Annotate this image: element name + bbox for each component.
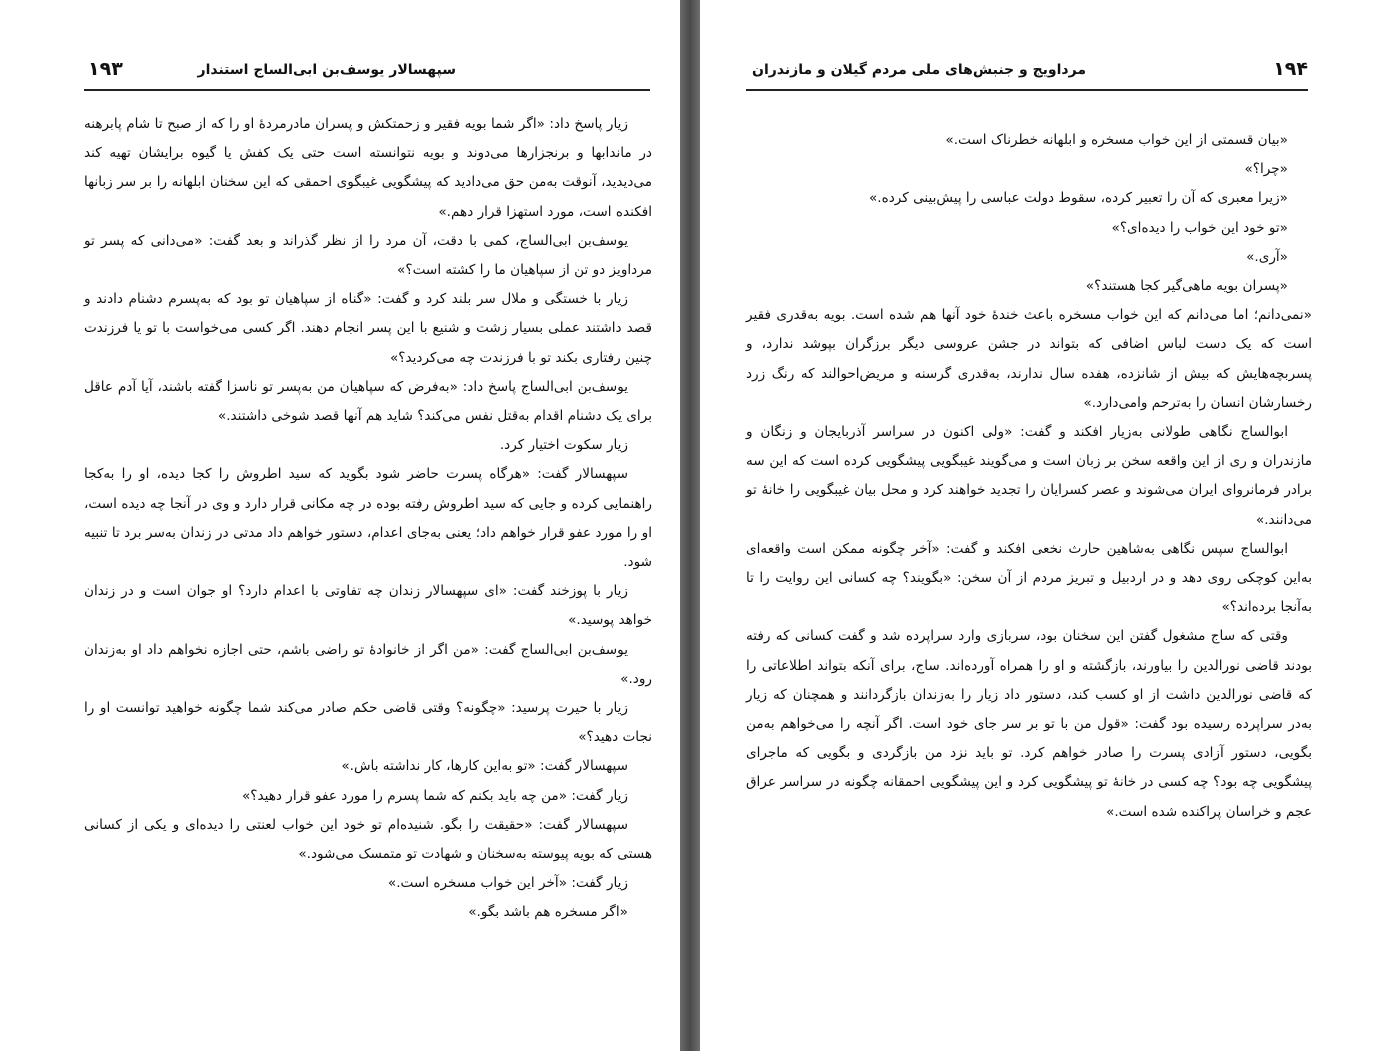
paragraph: زیار گفت: «من چه باید بکنم که شما پسرم را مورد عفو قرار دهید؟»: [241, 787, 628, 804]
paragraph: سپهسالار گفت: «تو به‌این کارها، کار نداشته باش.»: [341, 758, 628, 775]
paragraph: «نمی‌دانم؛ اما می‌دانم که این خواب مسخره باعث خندهٔ خود آنها هم شده است. بویه به‌قدری فقیر است که یک دست لباس اضافی که بتواند در جشن عروسی دیگر برزگران بپوشد ندارد، و پسربچه‌هایش که بیش از شانزده، هفده سال ندارند، به‌قدری گرسنه و مریض‌احوالند که رنگ زرد رخسارشان انسان را به‌ترحم وامی‌دارد.»: [746, 307, 1312, 411]
paragraph: «اگر مسخره هم باشد بگو.»: [468, 904, 628, 921]
paragraph: زیار با خستگی و ملال سر بلند کرد و گفت: «گناه از سپاهیان تو بود که به‌پسرم دشنام دادند و قصد داشتند عملی بسیار زشت و شنیع با این پسر انجام دهند. اگر کسی می‌خواست با تو یا فرزندت چنین رفتاری بکند تو با فرزندت چه می‌کردید؟»: [84, 291, 652, 366]
left-page-number: ۱۹۳: [88, 58, 123, 80]
paragraph: یوسف‌بن ابی‌الساج، کمی با دقت، آن مرد را از نظر گذراند و بعد گفت: «می‌دانی که پسر تو مرداویز دو تن از سپاهیان ما را کشته است؟»: [84, 232, 652, 279]
right-page-header: [700, 56, 1386, 90]
paragraph: زیار با حیرت پرسید: «چگونه؟ وقتی قاضی حکم صادر می‌کند شما چگونه خواهید توانست او را نجات دهید؟»: [84, 700, 652, 746]
paragraph: سپهسالار گفت: «حقیقت را بگو. شنیده‌ام تو خود این خواب لعنتی را دیده‌ای و یکی از کسانی هستی که بویه پیوسته به‌سخنان و شهادت تو متمسک می‌شود.»: [84, 816, 652, 863]
paragraph: زیار سکوت اختیار کرد.: [499, 437, 628, 454]
book-spine-gutter: [680, 0, 700, 1051]
left-page-header: [0, 56, 680, 90]
paragraph: «تو خود این خواب را دیده‌ای؟»: [1111, 219, 1288, 236]
right-page: [700, 0, 1386, 1051]
paragraph: وقتی که ساج مشغول گفتن این سخنان بود، سربازی وارد سراپرده شد و گفت کسانی که رفته بودند قاضی نورالدین را بیاورند، بازگشته و او را همراه آورده‌اند. ساج، برای آنکه بتواند اطلاعاتی را که قاضی نورالدین داشت از او کسب کند، دستور داد زیار را به‌زندان بازگردانند و همچنان که زیار به‌در سراپرده رسیده بود گفت: «قول من با تو بر سر جای خود است. اگر آنچه را می‌خواهم به‌من بگویی، دستور آزادی پسرت را صادر خواهم کرد. تو باید نزد من بازگردی و بگویی که ماجرای پیشگویی چه بود؟ چه کسی در خانهٔ تو پیشگویی کرد و این پیشگویی احمقانه چگونه در سراسر عراق عجم و خراسان پراکنده شده است.»: [746, 628, 1312, 820]
paragraph: ابوالساج سپس نگاهی به‌شاهین حارث نخعی افکند و گفت: «آخر چگونه ممکن است واقعه‌ای به‌این کوچکی روی دهد و در اردبیل و تبریز مردم از آن سخن: «بگویند؟ چه کسانی این روایت را تا به‌آنجا برده‌اند؟»: [746, 540, 1312, 616]
paragraph: ابوالساج نگاهی طولانی به‌زیار افکند و گفت: «ولی اکنون در سراسر آذربایجان و زنگان و مازندران و ری از این واقعه سخن بر زبان است و می‌گویند غیبگویی پیشگویی کرده است که این سه برادر فرمانروای ایران می‌شوند و عصر کسرایان را تجدید خواهند کرد و محل بیان غیبگویی را خانهٔ تو می‌دانند.»: [746, 424, 1312, 528]
paragraph: «پسران بویه ماهی‌گیر کجا هستند؟»: [1085, 278, 1288, 295]
paragraph: سپهسالار گفت: «هرگاه پسرت حاضر شود بگوید که سید اطروش را کجا دیده، او را به‌کجا راهنمایی کرده و جایی که سید اطروش رفته بوده در چه مکانی قرار دارد و وی در آنجا چه دیده است، او را مورد عفو قرار خواهم داد؛ یعنی به‌جای اعدام، دستور خواهم داد مدتی در زندان به‌سر برد تا تنبیه شود.: [84, 466, 652, 571]
paragraph: زیار پاسخ داد: «اگر شما بویه فقیر و زحمتکش و پسران مادرمردهٔ او را که از صبح تا شام پابرهنه در ماندابها و برنجزارها می‌دوند و بویه نتوانسته است حتی یک کفش یا گیوه برایشان تهیه کند می‌دیدید، آنوقت به‌من حق می‌دادید که پیشگویی غیبگوی احمقی که این سخنان ابلهانه را بر سر زبانها افکنده است، مورد استهزا قرار دهم.»: [84, 116, 652, 220]
paragraph: یوسف‌بن ابی‌الساج گفت: «من اگر از خانوادهٔ تو راضی باشم، حتی اجازه نخواهم داد او به‌زندان رود.»: [84, 641, 652, 687]
right-header-rule: [746, 89, 1308, 91]
paragraph: «زیرا معبری که آن را تعبیر کرده، سقوط دولت عباسی را پیش‌بینی کرده.»: [868, 190, 1288, 207]
paragraph: زیار با پوزخند گفت: «ای سپهسالار زندان چه تفاوتی با اعدام دارد؟ او جوان است و در زندان خواهد پوسید.»: [84, 583, 652, 629]
paragraph: «بیان قسمتی از این خواب مسخره و ابلهانه خطرناک است.»: [945, 132, 1288, 148]
paragraph: زیار گفت: «آخر این خواب مسخره است.»: [387, 875, 628, 892]
right-page-body: [746, 126, 1312, 827]
right-page-running-title: مرداویج و جنبش‌های ملی مردم گیلان و مازندران: [752, 62, 1086, 78]
left-header-rule: [84, 89, 650, 91]
left-page: [0, 0, 680, 1051]
paragraph: «چرا؟»: [1244, 161, 1288, 178]
left-page-running-title: سپهسالار یوسف‌بن ابی‌الساج استندار: [197, 62, 456, 78]
left-page-body: [84, 110, 652, 928]
right-page-number: ۱۹۴: [1273, 58, 1308, 80]
paragraph: یوسف‌بن ابی‌الساج پاسخ داد: «به‌فرض که سپاهیان من به‌پسر تو ناسزا گفته باشند، آیا آدم عاقل برای یک دشنام اقدام به‌قتل نفس می‌کند؟ شاید هم آنها قصد شوخی داشتند.»: [84, 378, 652, 425]
paragraph: «آری.»: [1246, 248, 1288, 265]
